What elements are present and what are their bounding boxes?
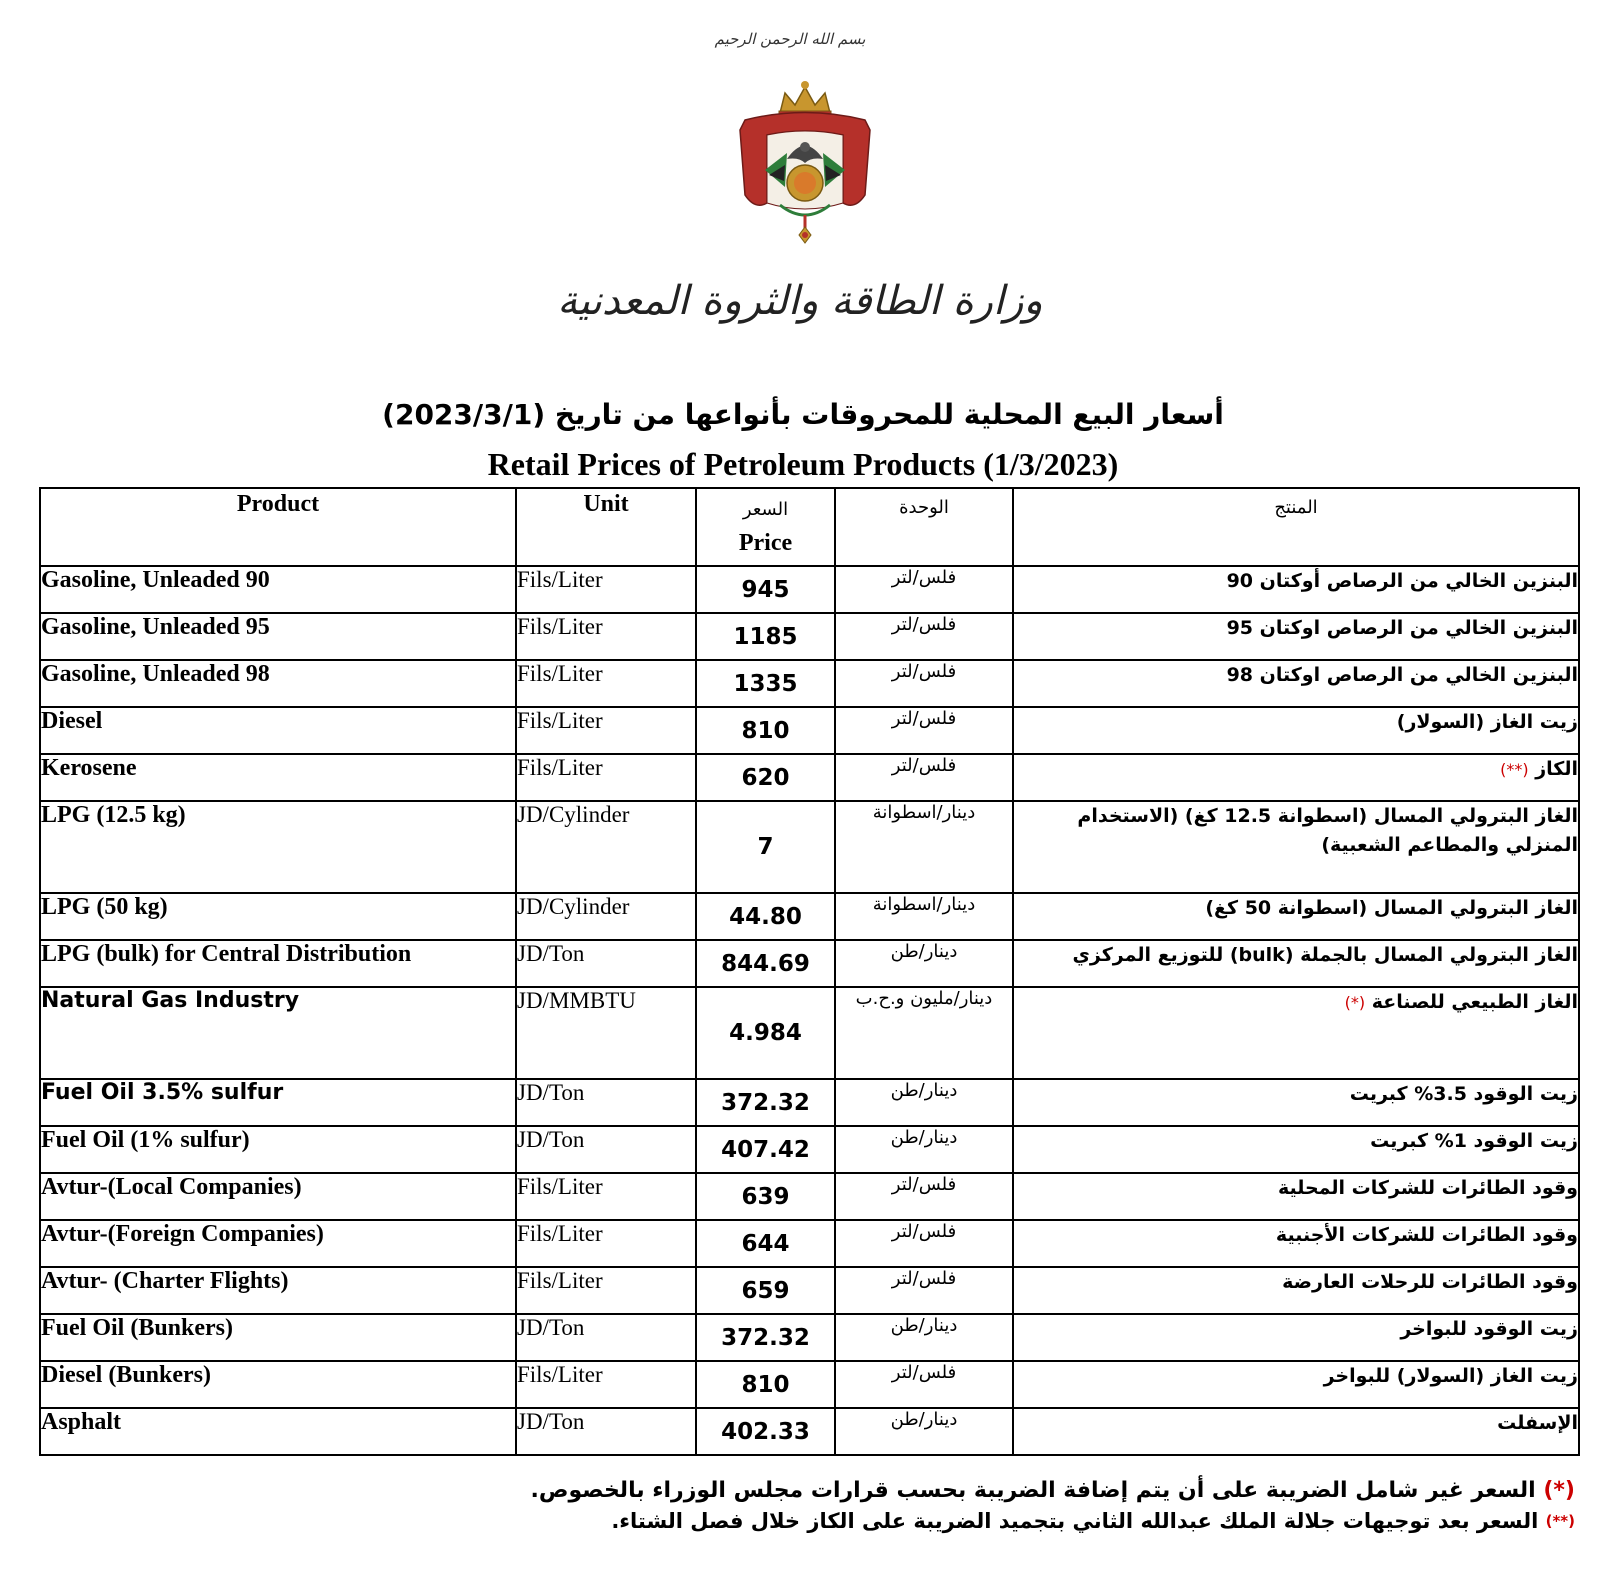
product-name-cell: Diesel (Bunkers) [40, 1361, 516, 1408]
product-arabic-cell [1013, 1314, 1579, 1361]
footnote-1-text: السعر غير شامل الضريبة على أن يتم إضافة الضريبة بحسب قرارات مجلس الوزراء بالخصوص. [530, 1478, 1536, 1503]
table-header-row [40, 488, 1579, 566]
footnote-2 [460, 1506, 1575, 1536]
footnotes [460, 1476, 1575, 1536]
product-arabic-cell [1013, 613, 1579, 660]
footnote-marker: (*) [1344, 993, 1366, 1012]
unit-cell: Fils/Liter [516, 707, 696, 754]
price-cell: 644 [696, 1220, 835, 1267]
footnote-marker: (**) [1500, 760, 1529, 779]
price-cell: 372.32 [696, 1314, 835, 1361]
unit-cell: JD/MMBTU [516, 987, 696, 1079]
unit-cell: Fils/Liter [516, 660, 696, 707]
product-arabic-cell [1013, 1079, 1579, 1126]
product-arabic-text: البنزين الخالي من الرصاص اوكتان 98 [1226, 664, 1578, 686]
product-arabic-cell [1013, 1126, 1579, 1173]
product-arabic-text: وقود الطائرات للرحلات العارضة [1282, 1271, 1578, 1293]
unit-cell: Fils/Liter [516, 1361, 696, 1408]
header-price-arabic: السعر [742, 499, 789, 520]
table-row [40, 1126, 1579, 1173]
header-price-english: Price [738, 530, 793, 556]
price-cell: 407.42 [696, 1126, 835, 1173]
product-arabic-text: البنزين الخالي من الرصاص اوكتان 95 [1226, 617, 1578, 639]
product-arabic-cell [1013, 940, 1579, 987]
product-name-cell: Fuel Oil (1% sulfur) [40, 1126, 516, 1173]
header-product-arabic: المنتج [1013, 488, 1579, 566]
unit-arabic-cell: دينار/طن [835, 1408, 1013, 1455]
unit-cell: JD/Ton [516, 1079, 696, 1126]
product-name-cell: LPG (50 kg) [40, 893, 516, 940]
unit-arabic-cell: فلس/لتر [835, 1361, 1013, 1408]
table-row [40, 754, 1579, 801]
table-row [40, 1314, 1579, 1361]
unit-cell: Fils/Liter [516, 613, 696, 660]
product-name-cell: Fuel Oil (Bunkers) [40, 1314, 516, 1361]
header-price [696, 488, 835, 566]
product-arabic-cell [1013, 754, 1579, 801]
product-arabic-cell [1013, 987, 1579, 1079]
price-table [39, 487, 1580, 1456]
footnote-2-text: السعر بعد توجيهات جلالة الملك عبدالله الثاني بتجميد الضريبة على الكاز خلال فصل الشتاء. [611, 1509, 1539, 1533]
unit-arabic-cell: فلس/لتر [835, 1220, 1013, 1267]
table-row [40, 987, 1579, 1079]
product-name-cell: Asphalt [40, 1408, 516, 1455]
basmala: بسم الله الرحمن الرحيم [714, 30, 866, 48]
product-arabic-text: الغاز البترولي المسال (اسطوانة 12.5 كغ) (الاستخدام المنزلي والمطاعم الشعبية) [1077, 805, 1578, 857]
unit-arabic-cell: دينار/اسطوانة [835, 801, 1013, 893]
table-row [40, 893, 1579, 940]
product-name-cell: LPG (bulk) for Central Distribution [40, 940, 516, 987]
unit-cell: JD/Ton [516, 1314, 696, 1361]
product-arabic-cell [1013, 893, 1579, 940]
coat-of-arms-icon [725, 75, 885, 260]
unit-cell: JD/Ton [516, 1126, 696, 1173]
table-row [40, 613, 1579, 660]
price-cell: 7 [696, 801, 835, 893]
product-arabic-text: البنزين الخالي من الرصاص أوكتان 90 [1226, 570, 1578, 592]
product-arabic-cell [1013, 801, 1579, 893]
table-row [40, 1173, 1579, 1220]
unit-arabic-cell: فلس/لتر [835, 707, 1013, 754]
unit-arabic-cell: فلس/لتر [835, 613, 1013, 660]
price-cell: 810 [696, 707, 835, 754]
table-row [40, 1361, 1579, 1408]
unit-cell: JD/Cylinder [516, 893, 696, 940]
ministry-name: وزارة الطاقة والثروة المعدنية [557, 278, 1043, 324]
product-name-cell: Diesel [40, 707, 516, 754]
product-arabic-text: زيت الوقود 3.5% كبريت [1349, 1083, 1578, 1105]
unit-arabic-cell: دينار/طن [835, 1314, 1013, 1361]
table-row [40, 940, 1579, 987]
footnote-1-marker: (*) [1543, 1478, 1575, 1503]
product-name-cell: Fuel Oil 3.5% sulfur [40, 1079, 516, 1126]
table-row [40, 1079, 1579, 1126]
price-cell: 1185 [696, 613, 835, 660]
product-arabic-text: وقود الطائرات للشركات الأجنبية [1275, 1224, 1578, 1246]
product-arabic-cell [1013, 1361, 1579, 1408]
footnote-1 [460, 1476, 1575, 1506]
unit-cell: JD/Cylinder [516, 801, 696, 893]
price-cell: 44.80 [696, 893, 835, 940]
product-arabic-text: الغاز البترولي المسال بالجملة (bulk) للتوزيع المركزي [1072, 944, 1578, 966]
letterhead [0, 0, 1606, 370]
product-arabic-cell [1013, 1408, 1579, 1455]
footnote-2-marker: (**) [1545, 1512, 1575, 1530]
unit-cell: Fils/Liter [516, 754, 696, 801]
product-name-cell: Natural Gas Industry [40, 987, 516, 1079]
table-row [40, 1408, 1579, 1455]
unit-cell: JD/Ton [516, 1408, 696, 1455]
unit-cell: Fils/Liter [516, 566, 696, 613]
header-product: Product [40, 488, 516, 566]
price-cell: 402.33 [696, 1408, 835, 1455]
header-unit: Unit [516, 488, 696, 566]
unit-arabic-cell: دينار/مليون و.ح.ب [835, 987, 1013, 1079]
product-arabic-text: زيت الغاز (السولار) [1396, 711, 1578, 733]
product-arabic-text: الكاز [1535, 758, 1578, 780]
product-arabic-cell [1013, 1173, 1579, 1220]
unit-cell: Fils/Liter [516, 1220, 696, 1267]
table-row [40, 801, 1579, 893]
table-row [40, 566, 1579, 613]
header-unit-arabic: الوحدة [835, 488, 1013, 566]
title-arabic: أسعار البيع المحلية للمحروقات بأنواعها من تاريخ (2023/3/1) [382, 398, 1224, 431]
table-row [40, 660, 1579, 707]
product-arabic-text: الغاز الطبيعي للصناعة [1371, 991, 1578, 1013]
product-name-cell: Kerosene [40, 754, 516, 801]
price-cell: 1335 [696, 660, 835, 707]
product-name-cell: Avtur-(Local Companies) [40, 1173, 516, 1220]
product-arabic-text: وقود الطائرات للشركات المحلية [1277, 1177, 1578, 1199]
unit-arabic-cell: فلس/لتر [835, 1173, 1013, 1220]
product-arabic-text: الإسفلت [1497, 1412, 1578, 1434]
unit-arabic-cell: دينار/طن [835, 1126, 1013, 1173]
table-row [40, 1220, 1579, 1267]
price-cell: 659 [696, 1267, 835, 1314]
unit-arabic-cell: فلس/لتر [835, 754, 1013, 801]
product-name-cell: Gasoline, Unleaded 98 [40, 660, 516, 707]
title-english: Retail Prices of Petroleum Products (1/3/2023) [487, 446, 1119, 482]
unit-arabic-cell: فلس/لتر [835, 1267, 1013, 1314]
product-arabic-cell [1013, 566, 1579, 613]
price-cell: 945 [696, 566, 835, 613]
product-name-cell: Avtur- (Charter Flights) [40, 1267, 516, 1314]
product-name-cell: LPG (12.5 kg) [40, 801, 516, 893]
product-arabic-cell [1013, 1220, 1579, 1267]
product-arabic-text: زيت الوقود للبواخر [1400, 1318, 1578, 1340]
price-cell: 810 [696, 1361, 835, 1408]
product-arabic-text: زيت الوقود 1% كبريت [1370, 1130, 1578, 1152]
price-cell: 372.32 [696, 1079, 835, 1126]
price-cell: 4.984 [696, 987, 835, 1079]
product-arabic-cell [1013, 660, 1579, 707]
product-name-cell: Gasoline, Unleaded 90 [40, 566, 516, 613]
unit-arabic-cell: دينار/طن [835, 940, 1013, 987]
unit-cell: JD/Ton [516, 940, 696, 987]
table-row [40, 1267, 1579, 1314]
product-arabic-cell [1013, 1267, 1579, 1314]
table-row [40, 707, 1579, 754]
unit-arabic-cell: دينار/اسطوانة [835, 893, 1013, 940]
price-cell: 620 [696, 754, 835, 801]
unit-arabic-cell: فلس/لتر [835, 660, 1013, 707]
unit-cell: Fils/Liter [516, 1267, 696, 1314]
product-name-cell: Gasoline, Unleaded 95 [40, 613, 516, 660]
unit-arabic-cell: دينار/طن [835, 1079, 1013, 1126]
product-arabic-cell [1013, 707, 1579, 754]
product-arabic-text: الغاز البترولي المسال (اسطوانة 50 كغ) [1205, 897, 1578, 919]
unit-arabic-cell: فلس/لتر [835, 566, 1013, 613]
product-name-cell: Avtur-(Foreign Companies) [40, 1220, 516, 1267]
product-arabic-text: زيت الغاز (السولار) للبواخر [1323, 1365, 1578, 1387]
price-cell: 844.69 [696, 940, 835, 987]
unit-cell: Fils/Liter [516, 1173, 696, 1220]
price-cell: 639 [696, 1173, 835, 1220]
